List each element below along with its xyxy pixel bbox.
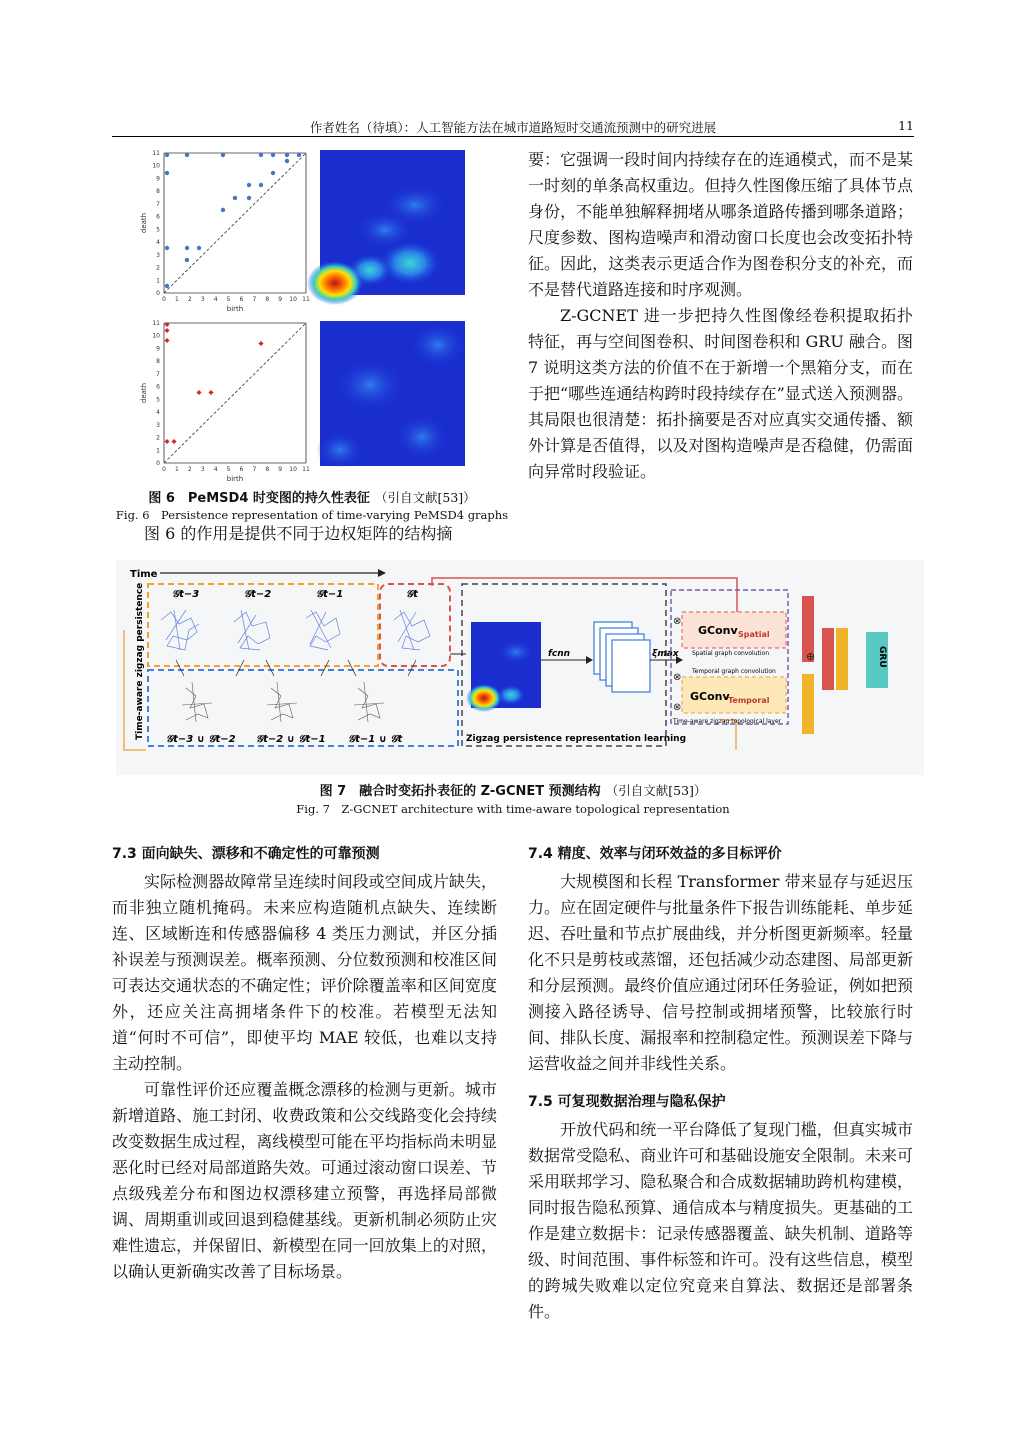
fcnn-label: fcnn — [548, 649, 571, 659]
y-tick-label: 10 — [152, 332, 160, 340]
y-tick-label: 2 — [156, 434, 160, 442]
gru-label: GRU — [877, 646, 887, 668]
side-label: Time-aware zigzag persistence — [135, 582, 145, 740]
svg-text:⊗: ⊗ — [673, 702, 682, 713]
figure-6-caption-cn: 图 6 PeMSD4 时变图的持久性表征 — [148, 491, 370, 506]
x-tick-label: 8 — [265, 296, 270, 303]
y-tick-label: 7 — [156, 370, 160, 378]
x-tick-label: 5 — [226, 466, 231, 473]
x-tick-label: 6 — [239, 296, 244, 303]
x-tick-label: 0 — [162, 466, 166, 473]
x-tick-label: 6 — [239, 466, 244, 473]
y-tick-label: 6 — [156, 213, 160, 221]
section-7-3-para-1: 实际检测器故障常呈连续时间段或空间成片缺失，而非独立随机掩码。未来应构造随机点缺失、连续断连、区域断连和传感器偏移 4 类压力测试，并区分插补误差与预测误差。概率预测、分位数预测和校准区间可表达交通状态的不确定性；评价除覆盖率和区间宽度外，还应关注高拥堵条件下的校准。若模型无法知道“何时不可信”，即使平均 MAE 较低，也难以支持主动控制。 — [112, 872, 497, 1073]
y-tick-label: 2 — [156, 264, 160, 272]
figure-6-caption — [112, 487, 512, 523]
x-tick-label: 4 — [213, 466, 218, 473]
ylabel-top: death — [140, 212, 148, 234]
x-tick-label: 9 — [278, 296, 283, 303]
ylabel-bottom: death — [140, 382, 148, 404]
figure-7 — [116, 560, 924, 775]
section-7-4-heading: 7.4 精度、效率与闭环效益的多目标评价 — [528, 846, 782, 862]
y-tick-label: 1 — [156, 277, 160, 285]
y-tick-label: 7 — [156, 200, 160, 208]
persistence-diagram-bottom — [140, 320, 310, 483]
x-tick-label: 3 — [200, 296, 205, 303]
running-header — [112, 117, 914, 137]
right-para-2: Z-GCNET 进一步把持久性图像经卷积提取拓扑特征，再与空间图卷积、时间图卷积和 GRU 融合。图 7 说明这类方法的价值不在于新增一个黑箱分支，而在于把“哪些连通结构跨时段持续存在”显式送入预测器。其局限也很清楚：拓扑摘要是否对应真实交通传播、额外计算是否值得，以及对图构造噪声是否稳健，仍需面向异常时段验证。 — [528, 306, 913, 481]
y-tick-label: 0 — [156, 460, 160, 467]
figure-6 — [140, 145, 480, 495]
x-tick-label: 4 — [213, 296, 218, 303]
y-tick-label: 4 — [156, 239, 160, 247]
gconv-spatial: GConv — [698, 624, 738, 637]
y-tick-label: 8 — [156, 358, 160, 366]
y-tick-label: 11 — [152, 320, 160, 327]
graph-label-3: 𝒢t−1 — [316, 589, 344, 600]
y-tick-label: 4 — [156, 409, 160, 417]
page-number: 11 — [898, 118, 914, 133]
y-tick-label: 3 — [156, 251, 160, 259]
svg-text:⊕: ⊕ — [806, 650, 816, 663]
xlabel-bottom: birth — [226, 475, 244, 483]
xlabel-top: birth — [226, 305, 244, 313]
figure-6-caption-ref: （引自文献[53]） — [375, 490, 476, 505]
x-tick-label: 11 — [302, 296, 310, 303]
y-tick-label: 5 — [156, 396, 160, 404]
y-tick-label: 9 — [156, 175, 160, 183]
y-tick-label: 5 — [156, 226, 160, 234]
layer-label: Time-aware zigzag topological layer — [673, 718, 782, 725]
gconv-spatial-sub: Spatial — [738, 630, 770, 639]
header-title: 作者姓名（待填）：人工智能方法在城市道路短时交通流预测中的研究进展 — [309, 120, 717, 135]
persistence-diagram-top — [140, 150, 310, 313]
x-tick-label: 7 — [252, 296, 257, 303]
x-tick-label: 11 — [302, 466, 310, 473]
x-tick-label: 3 — [200, 466, 205, 473]
y-tick-label: 11 — [152, 150, 160, 157]
x-tick-label: 2 — [187, 466, 192, 473]
figure-7-caption-en: Fig. 7 Z-GCNET architecture with time-aware topological representation — [296, 802, 730, 816]
y-tick-label: 1 — [156, 447, 160, 455]
union-label-2: 𝒢t−2 ∪ 𝒢t−1 — [256, 734, 326, 745]
right-column-top — [528, 147, 913, 485]
y-tick-label: 3 — [156, 421, 160, 429]
figure-7-caption-ref: （引自文献[53]） — [605, 783, 707, 798]
gconv-temporal-sub: Temporal — [728, 696, 770, 705]
y-tick-label: 9 — [156, 345, 160, 353]
x-tick-label: 1 — [174, 466, 179, 473]
y-tick-label: 10 — [152, 162, 160, 170]
persistence-image-top — [307, 150, 465, 305]
y-tick-label: 8 — [156, 188, 160, 196]
left-top-paragraph: 图 6 的作用是提供不同于边权矩阵的结构摘 — [144, 524, 453, 543]
union-label-1: 𝒢t−3 ∪ 𝒢t−2 — [166, 734, 236, 745]
gconv-temporal: GConv — [690, 690, 730, 703]
x-tick-label: 2 — [187, 296, 192, 303]
x-tick-label: 9 — [278, 466, 283, 473]
x-tick-label: 10 — [289, 466, 297, 473]
xi-label: ξmax — [652, 649, 679, 659]
section-7-3-heading: 7.3 面向缺失、漂移和不确定性的可靠预测 — [112, 846, 380, 862]
figure-7-caption — [112, 780, 914, 817]
section-7-5-heading: 7.5 可复现数据治理与隐私保护 — [528, 1094, 726, 1110]
union-label-3: 𝒢t−1 ∪ 𝒢t — [348, 734, 403, 745]
figure-7-caption-cn: 图 7 融合时变拓扑表征的 Z-GCNET 预测结构 — [319, 784, 601, 799]
x-tick-label: 10 — [289, 296, 297, 303]
svg-text:⊗: ⊗ — [673, 672, 682, 683]
graph-label-2: 𝒢t−2 — [244, 589, 272, 600]
section-7-5-para-1: 开放代码和统一平台降低了复现门槛，但真实城市数据常受隐私、商业许可和基础设施安全限制。未来可采用联邦学习、隐私聚合和合成数据辅助跨机构建模，同时报告隐私预算、通信成本与精度损失。更基础的工作是建立数据卡：记录传感器覆盖、缺失机制、道路等级、时间范围、事件标签和许可。没有这些信息，模型的跨城失败难以定位究竟来自算法、数据还是部署条件。 — [528, 1120, 913, 1321]
graph-label-4: 𝒢t — [406, 589, 418, 600]
right-para-1: 要：它强调一段时间内持续存在的连通模式，而不是某一时刻的单条高权重边。但持久性图像压缩了具体节点身份，不能单独解释拥堵从哪条道路传播到哪条道路；尺度参数、图构造噪声和滑动窗口长度也会改变拓扑特征。因此，这类表示更适合作为图卷积分支的补充，而不是替代道路连接和时序观测。 — [528, 150, 913, 299]
time-label: Time — [130, 569, 158, 580]
figure-6-caption-en: Fig. 6 Persistence representation of time-varying PeMSD4 graphs — [115, 508, 509, 522]
x-tick-label: 1 — [174, 296, 179, 303]
x-tick-label: 0 — [162, 296, 166, 303]
x-tick-label: 8 — [265, 466, 270, 473]
x-tick-label: 5 — [226, 296, 231, 303]
temporal-caption: Temporal graph convolution — [692, 668, 776, 675]
svg-text:⊗: ⊗ — [673, 616, 682, 627]
y-tick-label: 0 — [156, 290, 160, 297]
graph-label-1: 𝒢t−3 — [172, 589, 200, 600]
x-tick-label: 7 — [252, 466, 257, 473]
section-7-4-para-1: 大规模图和长程 Transformer 带来显存与延迟压力。应在固定硬件与批量条件下报告训练能耗、单步延迟、吞吐量和节点扩展曲线，并分析图更新频率。轻量化不只是剪枝或蒸馏，还包括减少动态建图、局部更新和分层预测。最终价值应通过闭环任务验证，例如把预测接入路径诱导、信号控制或拥堵预警，比较旅行时间、排队长度、漏报率和控制稳定性。预测误差下降与运营收益之间并非线性关系。 — [528, 872, 913, 1073]
section-7-3 — [112, 843, 497, 1285]
spatial-caption: Spatial graph convolution — [692, 650, 769, 657]
zigzag-label: Zigzag persistence representation learning — [466, 734, 687, 744]
persistence-image-bottom — [316, 321, 466, 468]
y-tick-label: 6 — [156, 383, 160, 391]
section-7-4 — [528, 843, 913, 1325]
section-7-3-para-2: 可靠性评价还应覆盖概念漂移的检测与更新。城市新增道路、施工封闭、收费政策和公交线路变化会持续改变数据生成过程，离线模型可能在平均指标尚未明显恶化时已经对局部道路失效。可通过滚动窗口误差、节点级残差分布和图边权漂移建立预警，再选择局部微调、周期重训或回退到稳健基线。更新机制必须防止灾难性遗忘，并保留旧、新模型在同一回放集上的对照，以确认更新确实改善了目标场景。 — [112, 1080, 497, 1281]
